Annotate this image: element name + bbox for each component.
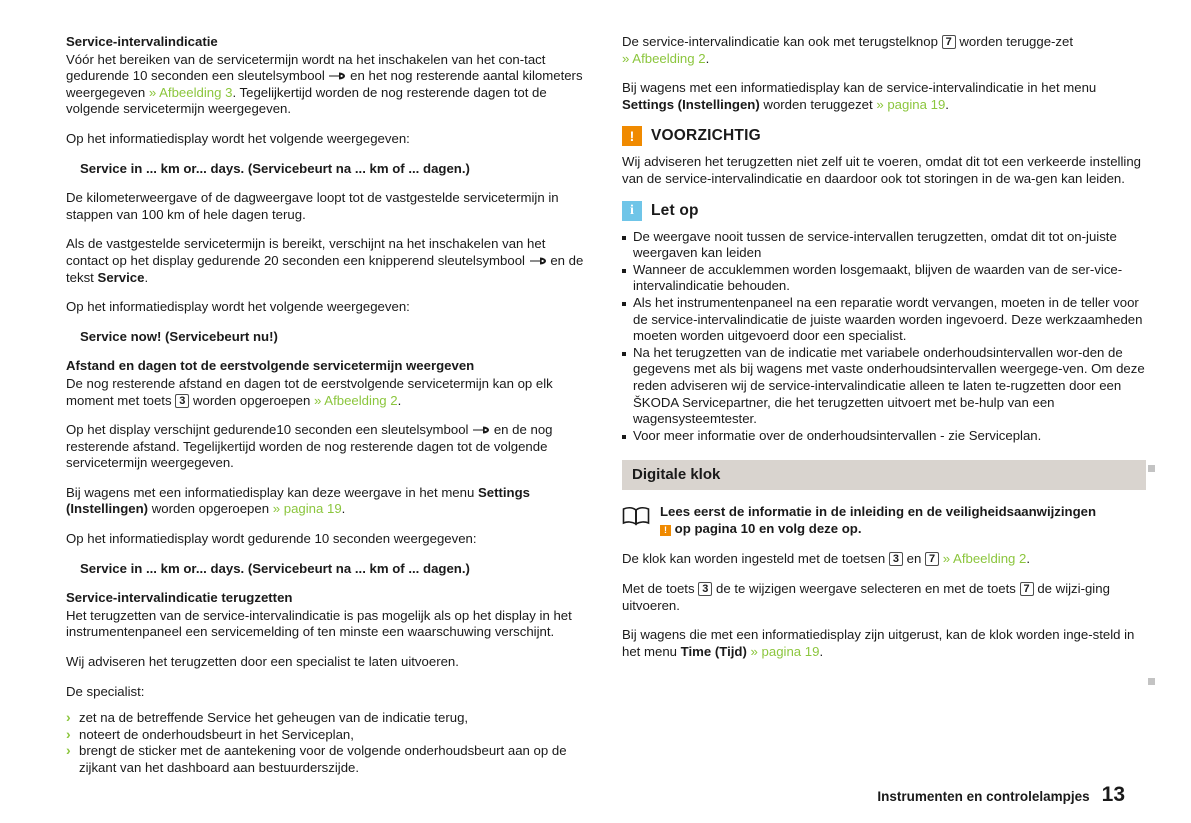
right-paragraph-1-text-b: worden terugge-zet [959,34,1074,49]
cross-reference-link[interactable]: » Afbeelding 2 [622,50,706,66]
right-paragraph-2-text-b: worden teruggezet [763,96,873,112]
menu-name-time: Time (Tijd) [680,643,747,659]
right-paragraph-5-text-a: Bij wagens die met een informatiedisplay zijn uitgerust, kan de klok worden inge-steld in het menu [622,627,1135,659]
paragraph-4-text-a: Als de vastgestelde servicetermijn is bereikt, verschijnt na het inschakelen van het contact op het display gedurende 20 seconden een knipperend sleutelsymbool [66,236,546,268]
reference-box [622,504,1146,537]
button-reference-3: 3 [889,552,903,566]
specialist-steps-list [66,710,590,776]
warning-icon: ! [622,126,642,146]
paragraph-8-text-a: Bij wagens met een informatiedisplay kan deze weergave in het menu [66,484,475,500]
paragraph-8 [66,485,590,518]
paragraph-11: Wij adviseren het terugzetten door een specialist te laten uitvoeren. [66,654,459,670]
section-title-digital-clock: Digitale klok [622,460,1146,490]
cross-reference-link[interactable]: » Afbeelding 2 [942,551,1027,567]
left-column [66,34,590,777]
caution-box [622,126,1146,187]
button-reference-7: 7 [1020,582,1034,596]
cross-reference-link[interactable]: » Afbeelding 2 [314,392,398,408]
display-text-quote-1: Service in ... km or... days. (Servicebeurt na ... km of ... dagen.) [80,160,470,176]
paragraph-5: Op het informatiedisplay wordt het volgende weergegeven: [66,299,410,315]
paragraph-4-bold: Service [97,269,145,285]
right-paragraph-4-text-c: de wijzi-ging uitvoeren. [622,581,1110,613]
paragraph-6-text-c: . [397,392,402,408]
paragraph-6-text-a: De nog resterende afstand en dagen tot de eerstvolgende servicetermijn kan op elk moment met toets [66,375,553,408]
note-title: Let op [651,201,699,219]
list-item: Wanneer de accuklemmen worden losgemaakt, blijven de waarden van de ser-vice-intervalindicatie behouden. [622,262,1146,295]
right-column [622,34,1146,673]
paragraph-1-text-a: Vóór het bereiken van de servicetermijn wordt na het inschakelen van het con-tact gedurende 10 seconden een sleutelsymbool [66,51,546,84]
right-paragraph-4-text-a: Met de toets [622,581,695,597]
right-paragraph-2-text-a: Bij wagens met een informatiedisplay kan de service-intervalindicatie in het menu [622,80,1097,96]
wrench-key-icon [328,71,346,81]
menu-name-settings: Settings (Instellingen) [622,96,760,112]
button-reference-3: 3 [698,582,712,596]
list-item: De weergave nooit tussen de service-intervallen terugzetten, omdat dit tot on-juiste weergaven kan leiden [622,229,1146,262]
right-paragraph-1-text-c: . [705,50,710,66]
paragraph-8-text-b: worden opgeroepen [151,501,270,517]
right-paragraph-5 [622,627,1146,660]
paragraph-12: De specialist: [66,683,145,699]
paragraph-6 [66,376,590,409]
cross-reference-link[interactable]: » Afbeelding 3 [148,84,233,100]
list-item: › zet na de betreffende Service het geheugen van de indicatie terug, [66,710,590,727]
paragraph-7-text-a: Op het display verschijnt gedurende10 seconden een sleutelsymbool [66,422,469,438]
list-item: › brengt de sticker met de aantekening voor de volgende onderhoudsbeurt aan op de zijkant van het dashboard aan bestuurderszijde. [66,743,590,776]
section-heading-reset: Service-intervalindicatie terugzetten [66,590,293,606]
right-paragraph-3-mid: en [906,551,922,567]
warning-icon-small: ! [660,525,671,536]
right-paragraph-2 [622,80,1146,113]
cross-reference-link[interactable]: » pagina 19 [272,501,342,517]
paragraph-6-text-b: worden opgeroepen [193,392,311,408]
paragraph-1-text-c: . Tegelijkertijd worden de nog resterende dagen tot de volgende servicetermijn weergegeven. [66,84,547,117]
paragraph-10: Het terugzetten van de service-intervalindicatie is pas mogelijk als op het display in het instrumentenpaneel een servicemelding of ten minste een waarschuwing verschijnt. [66,607,572,640]
right-paragraph-3 [622,551,1146,568]
display-text-quote-3: Service in ... km or... days. (Servicebeurt na ... km of ... dagen.) [80,560,470,576]
paragraph-2: Op het informatiedisplay wordt het volgende weergegeven: [66,130,410,146]
page-number: 13 [1101,783,1125,806]
section-heading-distance-days: Afstand en dagen tot de eerstvolgende servicetermijn weergeven [66,358,475,374]
button-reference-7: 7 [942,35,956,49]
right-paragraph-3-text-a: De klok kan worden ingesteld met de toetsen [622,551,886,567]
right-paragraph-3-text-c: . [1026,551,1031,567]
note-header [622,201,1146,221]
list-item: Voor meer informatie over de onderhoudsintervallen - zie Serviceplan. [622,428,1146,445]
page-marker [1148,465,1155,472]
button-reference-7: 7 [925,552,939,566]
book-icon [622,506,650,531]
cross-reference-link[interactable]: » pagina 19 [876,96,946,112]
menu-name-settings: Settings (Instellingen) [66,484,531,517]
note-list [622,229,1146,445]
reference-text-a: Lees eerst de informatie in de inleiding en de veiligheidsaanwijzingen [660,504,1097,520]
cross-reference-link[interactable]: » pagina 19 [750,643,820,659]
right-paragraph-1 [622,34,1146,67]
reference-text-b: op pagina 10 en volg deze op. [674,520,862,536]
paragraph-4-text-c: . [144,269,149,285]
right-paragraph-4 [622,581,1146,614]
display-text-quote-2: Service now! (Servicebeurt nu!) [80,328,278,344]
paragraph-7 [66,422,590,472]
paragraph-4-text-b: en de tekst [66,252,584,285]
footer-section-title: Instrumenten en controlelampjes [877,789,1090,804]
paragraph-8-text-c: . [341,501,346,517]
paragraph-1 [66,52,590,118]
caution-text: Wij adviseren het terugzetten niet zelf uit te voeren, omdat dit tot een verkeerde instelling van de service-intervalindicatie en daardoor ook tot storingen in de wa-gen kan leiden. [622,154,1141,186]
wrench-key-icon [472,425,490,435]
list-item: › noteert de onderhoudsbeurt in het Serviceplan, [66,727,590,744]
note-box [622,201,1146,445]
wrench-key-icon [529,256,547,266]
paragraph-7-text-b: en de nog resterende afstand. Tegelijkertijd worden de nog resterende dagen tot de volgende servicetermijn weergegeven. [66,422,553,471]
right-paragraph-5-text-c: . [819,643,824,659]
paragraph-4 [66,236,590,286]
button-reference-3: 3 [175,394,189,408]
paragraph-9: Op het informatiedisplay wordt gedurende 10 seconden weergegeven: [66,531,477,547]
page-footer [877,783,1125,807]
right-paragraph-2-text-c: . [945,96,949,112]
info-icon: i [622,201,642,221]
right-paragraph-1-text-a: De service-intervalindicatie kan ook met terugstelknop [622,34,938,49]
list-item: Na het terugzetten van de indicatie met variabele onderhoudsintervallen wor-den de gegevens met als bij wagens met vaste onderhoudsintervallen weergege-ven. Om deze reden adviseren wij de service-intervalindicatie alleen te laten te-rugzetten door een ŠKODA Servicepartner, die het terugzetten uitvoert met be-hulp van een wagensysteemtester. [622,345,1146,428]
paragraph-1-text-b: en het nog resterende aantal kilometers weergegeven [66,68,583,100]
paragraph-3: De kilometerweergave of de dagweergave loopt tot de vastgestelde servicetermijn in stappen van 100 km of hele dagen terug. [66,190,559,222]
right-paragraph-4-text-b: de te wijzigen weergave selecteren en met de toets [716,581,1016,597]
section-heading-service-interval: Service-intervalindicatie [66,34,218,49]
reference-text [660,504,1096,537]
list-item: Als het instrumentenpaneel na een reparatie wordt vervangen, moeten in de teller voor de service-intervalindicatie de juiste waarden worden ingevoerd. Deze werkzaamheden moeten worden uitgevoerd door een specialist. [622,295,1146,345]
page-marker [1148,678,1155,685]
caution-title: VOORZICHTIG [651,127,761,145]
caution-header [622,126,1146,146]
